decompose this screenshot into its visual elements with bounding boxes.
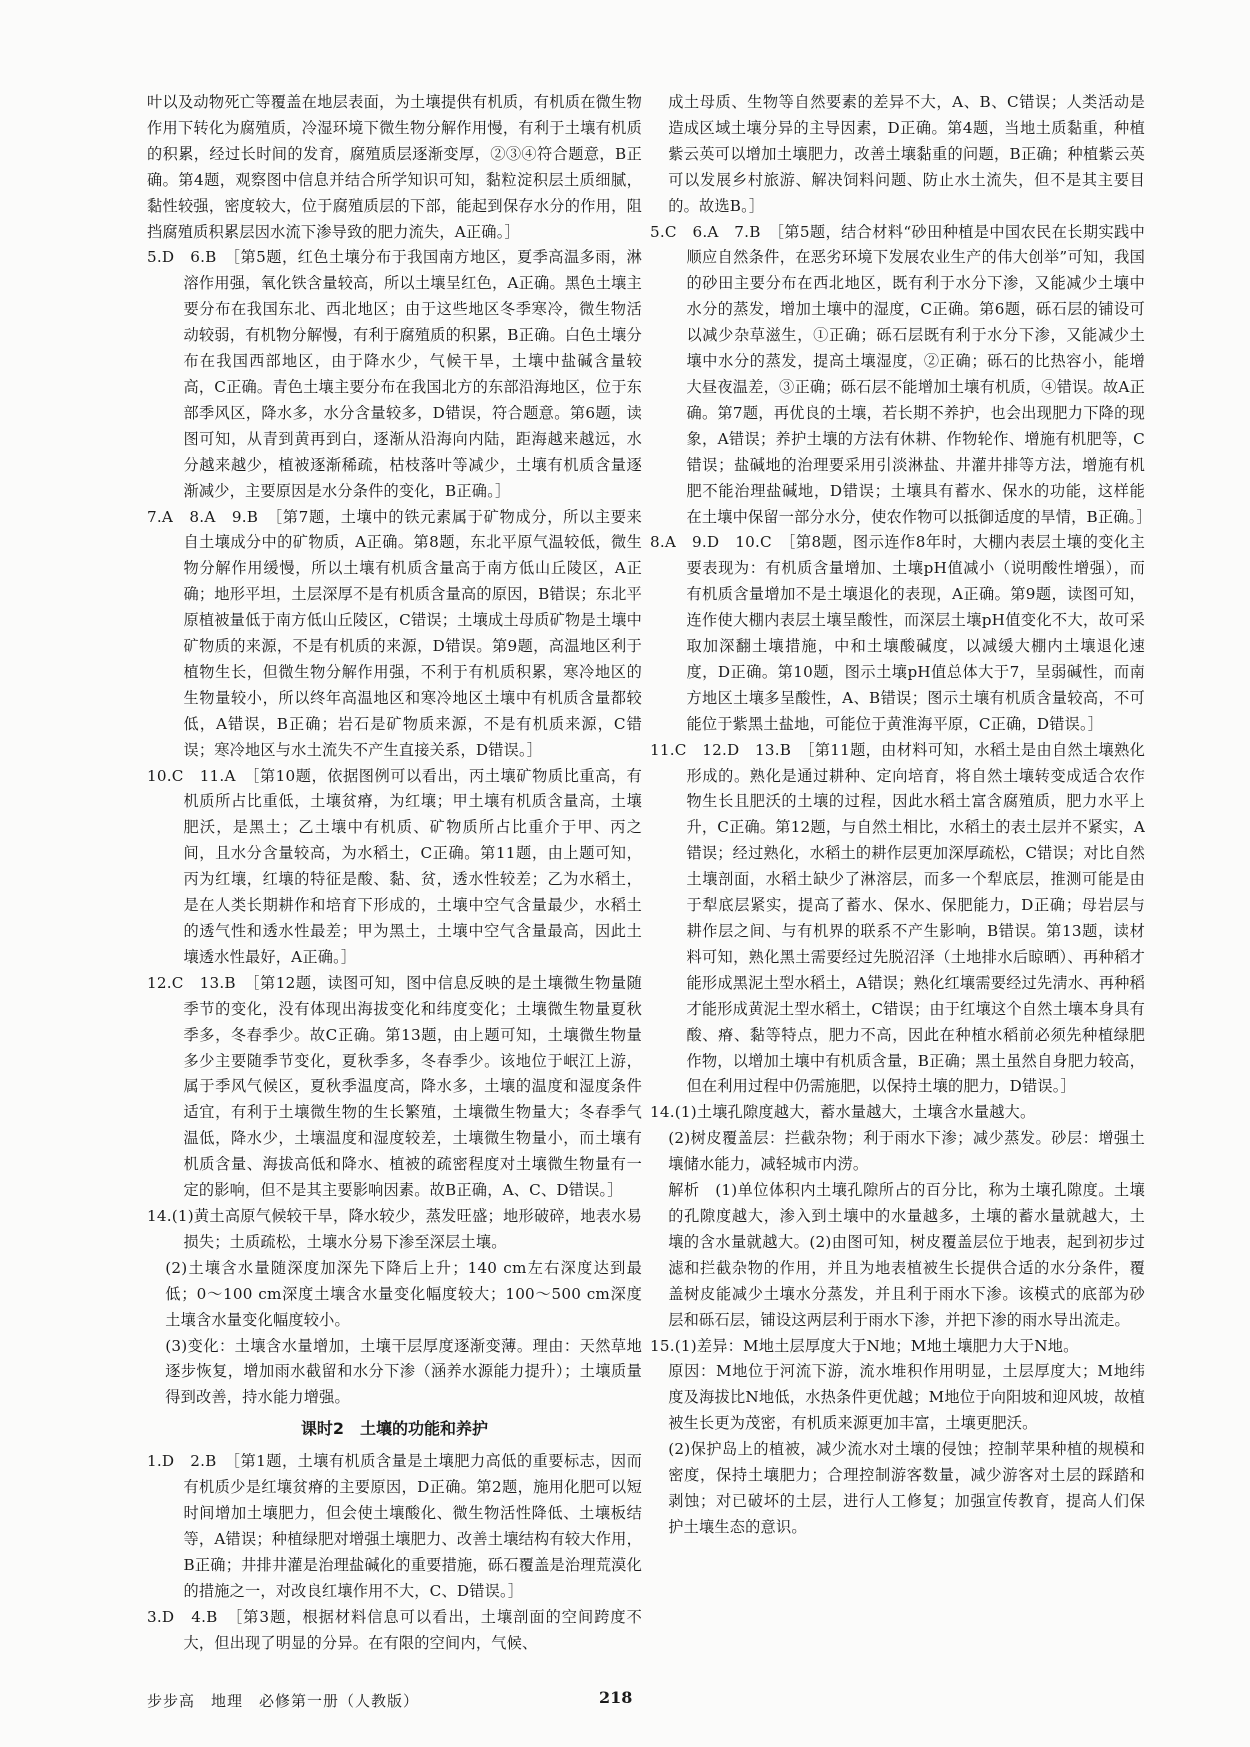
answer-paragraph: 11.C 12.D 13.B ［第11题，由材料可知，水稻土是由自然土壤熟化形成的。熟化是通过耕种、定向培育，将自然土壤转变成适合农作物生长且肥沃的土壤的过程，因此水稻土富含腐殖质，肥力水平上升，C正确。第12题，与自然土相比，水稻土的表土层并不紧实，A错误；经过熟化，水稻土的耕作层更加深厚疏松，C错误；对比自然土壤剖面，水稻土缺少了淋溶层，而多一个犁底层，推测可能是由于犁底层紧实，提高了蓄水、保水、保肥能力，D正确；母岩层与耕作层之间、与有机界的联系不产生影响，B错误。第13题，读材料可知，熟化黑土需要经过先脱沼泽（土地排水后晾晒）、再种稻才能形成黑泥土型水稻土，A错误；熟化红壤需要经过先淸水、再种稻才能形成黄泥土型水稻土，C错误；由于红壤这个自然土壤本身具有酸、瘠、黏等特点，肥力不高，因此在种植水稻前必须先种植绿肥作物，以增加土壤中有机质含量，B正确；黑土虽然自身肥力较高，但在利用过程中仍需施肥，以保持土壤的肥力，D错误。］	[650, 740, 1145, 1096]
answer-paragraph: 14.(1)土壤孔隙度越大，蓄水量越大，土壤含水量越大。	[650, 1103, 1036, 1122]
answer-paragraph: 7.A 8.A 9.B ［第7题，土壤中的铁元素属于矿物成分，所以主要来自土壤成分中的矿物质，A正确。第8题，东北平原气温较低，微生物分解作用缓慢，所以土壤有机质含量高于南方低山丘陵区，A正确；地形平坦，土层深厚不是有机质含量高的原因，B错误；东北平原植被量低于南方低山丘陵区，C错误；土壤成土母质矿物是土壤中矿物质的来源，不是有机质的来源，D错误。第9题，高温地区利于植物生长，但微生物分解作用强，不利于有机质积累，寒冷地区的生物量较小，所以终年高温地区和寒冷地区土壤中有机质含量都较低，A错误，B正确；岩石是矿物质来源，不是有机质来源，C错误；寒冷地区与水土流失不产生直接关系，D错误。］	[147, 507, 642, 759]
book-title: 步步高 地理 必修第一册（人教版）	[147, 1692, 420, 1710]
page-number: 218	[599, 1688, 633, 1707]
answer-paragraph: (2)土壤含水量随深度加深先下降后上升；140 cm左右深度达到最低；0～100 cm深度土壤含水量变化幅度较大；100～500 cm深度土壤含水量变化幅度较小。	[165, 1258, 642, 1329]
answer-paragraph: (3)变化：土壤含水量增加，土壤干层厚度逐渐变薄。理由：天然草地逐步恢复，增加雨水截留和水分下渗（涵养水源能力提升）；土壤质量得到改善，持水能力增强。	[165, 1336, 642, 1407]
answer-paragraph: 1.D 2.B ［第1题，土壤有机质含量是土壤肥力高低的重要标志，因而有机质少是红壤贫瘠的主要原因，D正确。第2题，施用化肥可以短时间增加土壤肥力，但会使土壤酸化、微生物活性降低、土壤板结等，A错误；种植绿肥对增强土壤肥力、改善土壤结构有较大作用，B正确；井排井灌是治理盐碱化的重要措施，砾石覆盖是治理荒漠化的措施之一，对改良红壤作用不大，C、D错误。］	[147, 1452, 642, 1600]
answer-paragraph: 叶以及动物死亡等覆盖在地层表面，为土壤提供有机质，有机质在微生物作用下转化为腐殖质，冷湿环境下微生物分解作用慢，有利于土壤有机质的积累，经过长时间的发育，腐殖质层逐渐变厚，②③④符合题意，B正确。第4题，观察图中信息并结合所学知识可知，黏粒淀积层土质细腻，黏性较强，密度较大，位于腐殖质层的下部，能起到保存水分的作用，阻挡腐殖质积累层因水流下渗导致的肥力流失，A正确。］	[147, 93, 642, 241]
answer-paragraph: 5.C 6.A 7.B ［第5题，结合材料“砂田种植是中国农民在长期实践中顺应自然条件，在恶劣环境下发展农业生产的伟大创举”可知，我国的砂田主要分布在西北地区，既有利于水分下渗，又能减少土壤中水分的蒸发，增加土壤中的湿度，C正确。第6题，砾石层的铺设可以减少杂草滋生，①正确；砾石层既有利于水分下渗，又能减少土壤中水分的蒸发，提高土壤湿度，②正确；砾石的比热容小，能增大昼夜温差，③正确；砾石层不能增加土壤有机质，④错误。故A正确。第7题，再优良的土壤，若长期不养护，也会出现肥力下降的现象，A错误；养护土壤的方法有休耕、作物轮作、增施有机肥等，C错误；盐碱地的治理要采用引淡淋盐、井灌井排等方法，增施有机肥不能治理盐碱地，D错误；土壤具有蓄水、保水的功能，这样能在土壤中保留一部分水分，使农作物可以抵御适度的旱情，B正确。］	[650, 222, 1152, 526]
answer-paragraph: 10.C 11.A ［第10题，依据图例可以看出，丙土壤矿物质比重高，有机质所占比重低，土壤贫瘠，为红壤；甲土壤有机质含量高，土壤肥沃，是黑土；乙土壤中有机质、矿物质所占比重介于甲、丙之间，且水分含量较高，为水稻土，C正确。第11题，由上题可知，丙为红壤，红壤的特征是酸、黏、贫，透水性较差；乙为水稻土，是在人类长期耕作和培育下形成的，土壤中空气含量最少，水稻土的透气性和透水性最差；甲为黑土，土壤中空气含量最高，因此土壤透水性最好，A正确。］	[147, 766, 642, 966]
answer-explanation: 解析 (1)单位体积内土壤孔隙所占的百分比，称为土壤孔隙度。土壤的孔隙度越大，渗入到土壤中的水量越多，土壤的蓄水量就越大，土壤的含水量就越大。(2)由图可知，树皮覆盖层位于地表，起到初步过滤和拦截杂物的作用，并且为地表植被生长提供合适的水分条件，覆盖树皮能减少土壤水分蒸发，并且利于雨水下渗。该模式的底部为砂层和砾石层，铺设这两层利于雨水下渗，并把下渗的雨水导出流走。	[668, 1181, 1145, 1329]
answer-paragraph: 12.C 13.B ［第12题，读图可知，图中信息反映的是土壤微生物量随季节的变化，没有体现出海拔变化和纬度变化；土壤微生物量夏秋季多，冬春季少。故C正确。第13题，由上题可知，土壤微生物量多少主要随季节变化，夏秋季多，冬春季少。该地位于岷江上游，属于季风气候区，夏秋季温度高，降水多，土壤的温度和湿度条件适宜，有利于土壤微生物的生长繁殖，土壤微生物量大；冬春季气温低，降水少，土壤温度和湿度较差，土壤微生物量小，而土壤有机质含量、海拔高低和降水、植被的疏密程度对土壤微生物量有一定的影响，但不是其主要影响因素。故B正确，A、C、D错误。］	[147, 973, 642, 1200]
section-title: 课时2 土壤的功能和养护	[300, 1419, 489, 1439]
answer-paragraph: 原因：M地位于河流下游，流水堆积作用明显，土层厚度大；M地纬度及海拔比N地低，水热条件更优越；M地位于向阳坡和迎风坡，故植被生长更为茂密，有机质来源更加丰富，土壤更肥沃。	[668, 1362, 1145, 1433]
answer-paragraph: (2)树皮覆盖层：拦截杂物；利于雨水下渗；减少蒸发。砂层：增强土壤储水能力，减轻城市内涝。	[668, 1129, 1145, 1174]
answer-paragraph: 3.D 4.B ［第3题，根据材料信息可以看出，土壤剖面的空间跨度不大，但出现了明显的分异。在有限的空间内，气候、	[147, 1607, 642, 1652]
answer-paragraph: (2)保护岛上的植被，减少流水对土壤的侵蚀；控制苹果种植的规模和密度，保持土壤肥力；合理控制游客数量，减少游客对土层的踩踏和剥蚀；对已破坏的土层，进行人工修复；加强宣传教育，提高人们保护土壤生态的意识。	[668, 1440, 1145, 1536]
left-column	[147, 90, 642, 1656]
answer-paragraph: 成土母质、生物等自然要素的差异不大，A、B、C错误；人类活动是造成区域土壤分异的主导因素，D正确。第4题，当地土质黏重，种植紫云英可以增加土壤肥力，改善土壤黏重的问题，B正确；种植紫云英可以发展乡村旅游、解决饲料问题、防止水土流失，但不是其主要目的。故选B。］	[668, 93, 1145, 215]
answer-paragraph: 14.(1)黄土高原气候较干旱，降水较少，蒸发旺盛；地形破碎，地表水易损失；土质疏松，土壤水分易下渗至深层土壤。	[147, 1206, 642, 1251]
answer-paragraph: 5.D 6.B ［第5题，红色土壤分布于我国南方地区，夏季高温多雨，淋溶作用强，氧化铁含量较高，所以土壤呈红色，A正确。黑色土壤主要分布在我国东北、西北地区；由于这些地区冬季寒冷，微生物活动较弱，有机物分解慢，有利于腐殖质的积累，B正确。白色土壤分布在我国西部地区，由于降水少，气候干旱，土壤中盐碱含量较高，C正确。青色土壤主要分布在我国北方的东部沿海地区，位于东部季风区，降水多，水分含量较多，D错误，符合题意。第6题，读图可知，从青到黄再到白，逐渐从沿海向内陆，距海越来越远，水分越来越少，植被逐渐稀疏，枯枝落叶等减少，土壤有机质含量逐渐减少，主要原因是水分条件的变化，B正确。］	[147, 248, 642, 500]
answer-paragraph: 8.A 9.D 10.C ［第8题，图示连作8年时，大棚内表层土壤的变化主要表现为：有机质含量增加、土壤pH值减小（说明酸性增强），而有机质含量增加不是土壤退化的表现，A正确。第9题，读图可知，连作使大棚内表层土壤呈酸性，而深层土壤pH值变化不大，故可采取加深翻土壤措施，中和土壤酸碱度，以减缓大棚内土壤退化速度，D正确。第10题，图示土壤pH值总体大于7，呈弱碱性，而南方地区土壤多呈酸性，A、B错误；图示土壤有机质含量较高，不可能位于紫黑土盐地，可能位于黄淮海平原，C正确，D错误。］	[650, 533, 1145, 733]
answer-paragraph: 15.(1)差异：M地土层厚度大于N地；M地土壤肥力大于N地。	[650, 1336, 1079, 1355]
right-column	[650, 90, 1152, 1541]
